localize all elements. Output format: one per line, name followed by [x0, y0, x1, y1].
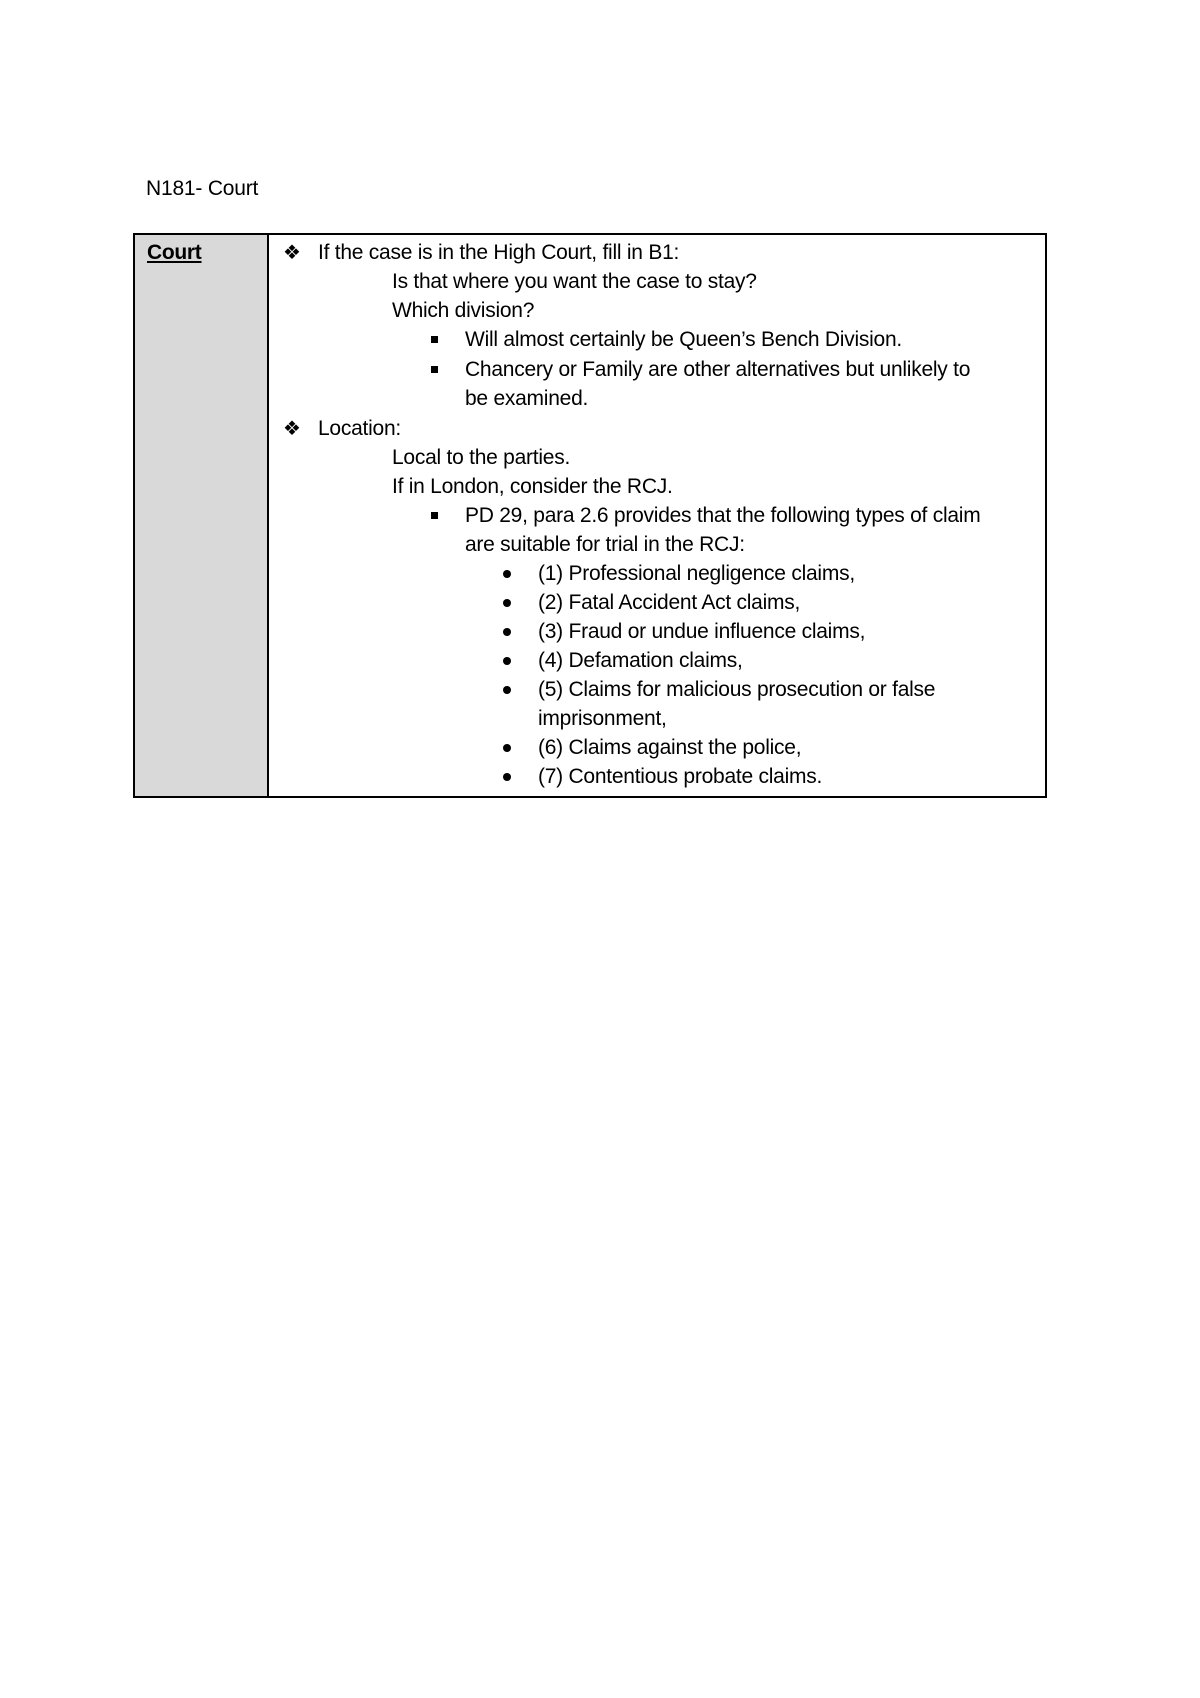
court-table — [133, 233, 1047, 798]
round-bullet-icon — [503, 570, 511, 578]
round-bullet-icon — [503, 686, 511, 694]
claim-item: (1) Professional negligence claims, — [538, 562, 855, 585]
division-bullet-1: Will almost certainly be Queen’s Bench Division. — [465, 328, 902, 351]
location-heading: Location: — [318, 417, 401, 440]
location-line-2: If in London, consider the RCJ. — [392, 475, 673, 498]
square-bullet-icon — [431, 512, 438, 519]
pd-rule-line-2: are suitable for trial in the RCJ: — [465, 533, 745, 556]
claim-item: (5) Claims for malicious prosecution or false — [538, 678, 936, 701]
round-bullet-icon — [503, 599, 511, 607]
document-title: N181- Court — [146, 177, 259, 200]
claim-item: (4) Defamation claims, — [538, 649, 743, 672]
diamond-bullet-icon: ❖ — [283, 242, 301, 264]
round-bullet-icon — [503, 744, 511, 752]
high-court-question-1: Is that where you want the case to stay? — [392, 270, 757, 293]
division-bullet-2-line-2: be examined. — [465, 387, 589, 410]
high-court-question-2: Which division? — [392, 299, 535, 322]
round-bullet-icon — [503, 628, 511, 636]
court-label: Court — [147, 241, 202, 264]
claim-item: (2) Fatal Accident Act claims, — [538, 591, 801, 614]
claim-item-continuation: imprisonment, — [538, 707, 667, 730]
high-court-heading: If the case is in the High Court, fill in B1: — [318, 241, 680, 264]
square-bullet-icon — [431, 336, 438, 343]
pd-rule-line-1: PD 29, para 2.6 provides that the following types of claim — [465, 504, 981, 527]
square-bullet-icon — [431, 366, 438, 373]
diamond-bullet-icon: ❖ — [283, 418, 301, 440]
round-bullet-icon — [503, 657, 511, 665]
round-bullet-icon — [503, 773, 511, 781]
division-bullet-2-line-1: Chancery or Family are other alternatives but unlikely to — [465, 358, 971, 381]
claim-item: (6) Claims against the police, — [538, 736, 802, 759]
location-line-1: Local to the parties. — [392, 446, 571, 469]
claim-item: (7) Contentious probate claims. — [538, 765, 823, 788]
claim-item: (3) Fraud or undue influence claims, — [538, 620, 866, 643]
content-cell — [269, 235, 1045, 796]
label-cell — [135, 235, 269, 796]
